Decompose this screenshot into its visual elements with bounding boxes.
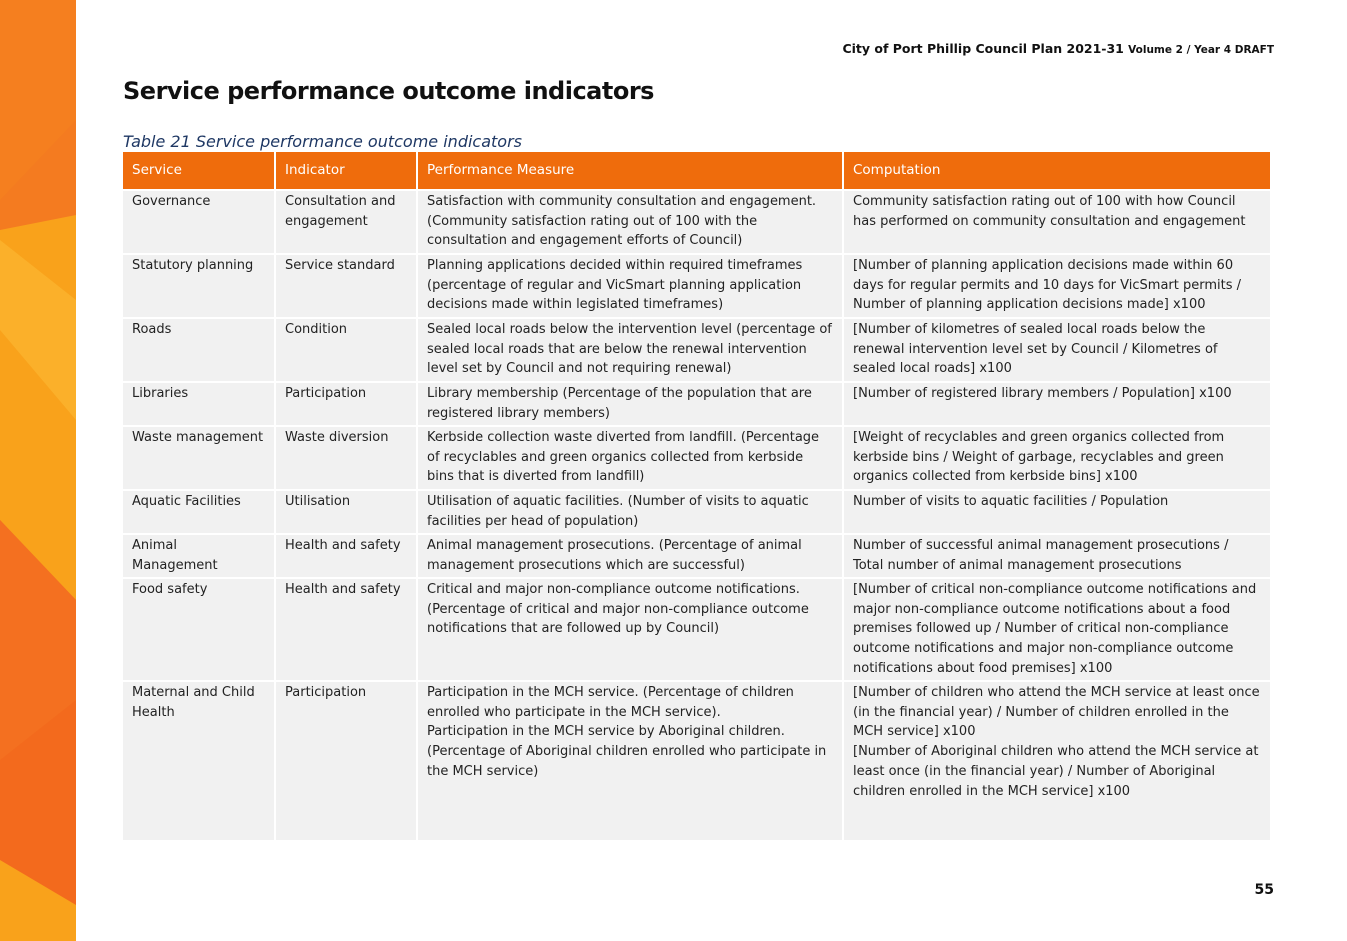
- table-header-row: [123, 152, 1270, 189]
- cell-indicator: Utilisation: [276, 491, 416, 533]
- cell-computation: Community satisfaction rating out of 100 with how Council has performed on community consultation and engagement: [844, 191, 1270, 253]
- cell-service: Animal Management: [123, 535, 274, 577]
- indicators-table: [121, 150, 1272, 842]
- cell-indicator: Participation: [276, 383, 416, 425]
- cell-computation: [Number of planning application decisions made within 60 days for regular permits and 10 days for VicSmart permits / Number of planning application decisions made] x100: [844, 255, 1270, 317]
- cell-measure: Sealed local roads below the intervention level (percentage of sealed local roads that are below the renewal intervention level set by Council and not requiring renewal): [418, 319, 842, 381]
- table-row: [123, 579, 1270, 680]
- cell-indicator: Condition: [276, 319, 416, 381]
- cell-computation: [Number of kilometres of sealed local roads below the renewal intervention level set by Council / Kilometres of sealed local roads] x100: [844, 319, 1270, 381]
- cell-service: Food safety: [123, 579, 274, 680]
- cell-service: Waste management: [123, 427, 274, 489]
- document-title: City of Port Phillip Council Plan 2021-31: [842, 41, 1124, 56]
- table-row: [123, 682, 1270, 840]
- cell-service: Libraries: [123, 383, 274, 425]
- cell-indicator: Service standard: [276, 255, 416, 317]
- cell-computation: [Number of registered library members / Population] x100: [844, 383, 1270, 425]
- page-number: 55: [1254, 882, 1274, 898]
- cell-measure: Critical and major non-compliance outcome notifications. (Percentage of critical and major non-compliance outcome notifications that are followed up by Council): [418, 579, 842, 680]
- cell-service: Aquatic Facilities: [123, 491, 274, 533]
- cell-measure: Satisfaction with community consultation and engagement. (Community satisfaction rating out of 100 with the consultation and engagement efforts of Council): [418, 191, 842, 253]
- column-header-indicator: Indicator: [276, 152, 416, 189]
- cell-computation: [Number of children who attend the MCH service at least once (in the financial year) / Number of children enrolled in the MCH service] x100 [Number of Aboriginal children who attend the MCH service at least once (in the financial year) / Number of Aboriginal children enrolled in the MCH service] x100: [844, 682, 1270, 840]
- side-band-graphic: [0, 0, 76, 941]
- table-row: [123, 427, 1270, 489]
- table-row: [123, 383, 1270, 425]
- cell-indicator: Health and safety: [276, 535, 416, 577]
- table-caption: Table 21 Service performance outcome indicators: [123, 132, 522, 151]
- table-row: [123, 255, 1270, 317]
- cell-measure: Library membership (Percentage of the population that are registered library members): [418, 383, 842, 425]
- cell-indicator: Health and safety: [276, 579, 416, 680]
- cell-service: Maternal and Child Health: [123, 682, 274, 840]
- document-subtitle: Volume 2 / Year 4 DRAFT: [1128, 44, 1274, 56]
- column-header-service: Service: [123, 152, 274, 189]
- cell-indicator: Waste diversion: [276, 427, 416, 489]
- cell-service: Governance: [123, 191, 274, 253]
- column-header-computation: Computation: [844, 152, 1270, 189]
- cell-indicator: Participation: [276, 682, 416, 840]
- cell-indicator: Consultation and engagement: [276, 191, 416, 253]
- table-row: [123, 319, 1270, 381]
- cell-service: Statutory planning: [123, 255, 274, 317]
- cell-computation: Number of visits to aquatic facilities / Population: [844, 491, 1270, 533]
- table-row: [123, 491, 1270, 533]
- cell-computation: Number of successful animal management prosecutions / Total number of animal management prosecutions: [844, 535, 1270, 577]
- page-title: Service performance outcome indicators: [123, 77, 654, 105]
- cell-computation: [Number of critical non-compliance outcome notifications and major non-compliance outcome notifications about a food premises followed up / Number of critical non-compliance outcome notifications and major non-compliance outcome notifications about food premises] x100: [844, 579, 1270, 680]
- cell-measure: Kerbside collection waste diverted from landfill. (Percentage of recyclables and green organics collected from kerbside bins that is diverted from landfill): [418, 427, 842, 489]
- table-row: [123, 535, 1270, 577]
- cell-measure: Utilisation of aquatic facilities. (Number of visits to aquatic facilities per head of population): [418, 491, 842, 533]
- cell-computation: [Weight of recyclables and green organics collected from kerbside bins / Weight of garbage, recyclables and green organics collected from kerbside bins] x100: [844, 427, 1270, 489]
- column-header-performance-measure: Performance Measure: [418, 152, 842, 189]
- cell-measure: Animal management prosecutions. (Percentage of animal management prosecutions which are successful): [418, 535, 842, 577]
- cell-service: Roads: [123, 319, 274, 381]
- cell-measure: Planning applications decided within required timeframes (percentage of regular and VicSmart planning application decisions made within legislated timeframes): [418, 255, 842, 317]
- running-header: [842, 41, 1274, 56]
- side-decorative-band: [0, 0, 76, 941]
- cell-measure: Participation in the MCH service. (Percentage of children enrolled who participate in the MCH service). Participation in the MCH service by Aboriginal children. (Percentage of Aboriginal children enrolled who participate in the MCH service): [418, 682, 842, 840]
- table-row: [123, 191, 1270, 253]
